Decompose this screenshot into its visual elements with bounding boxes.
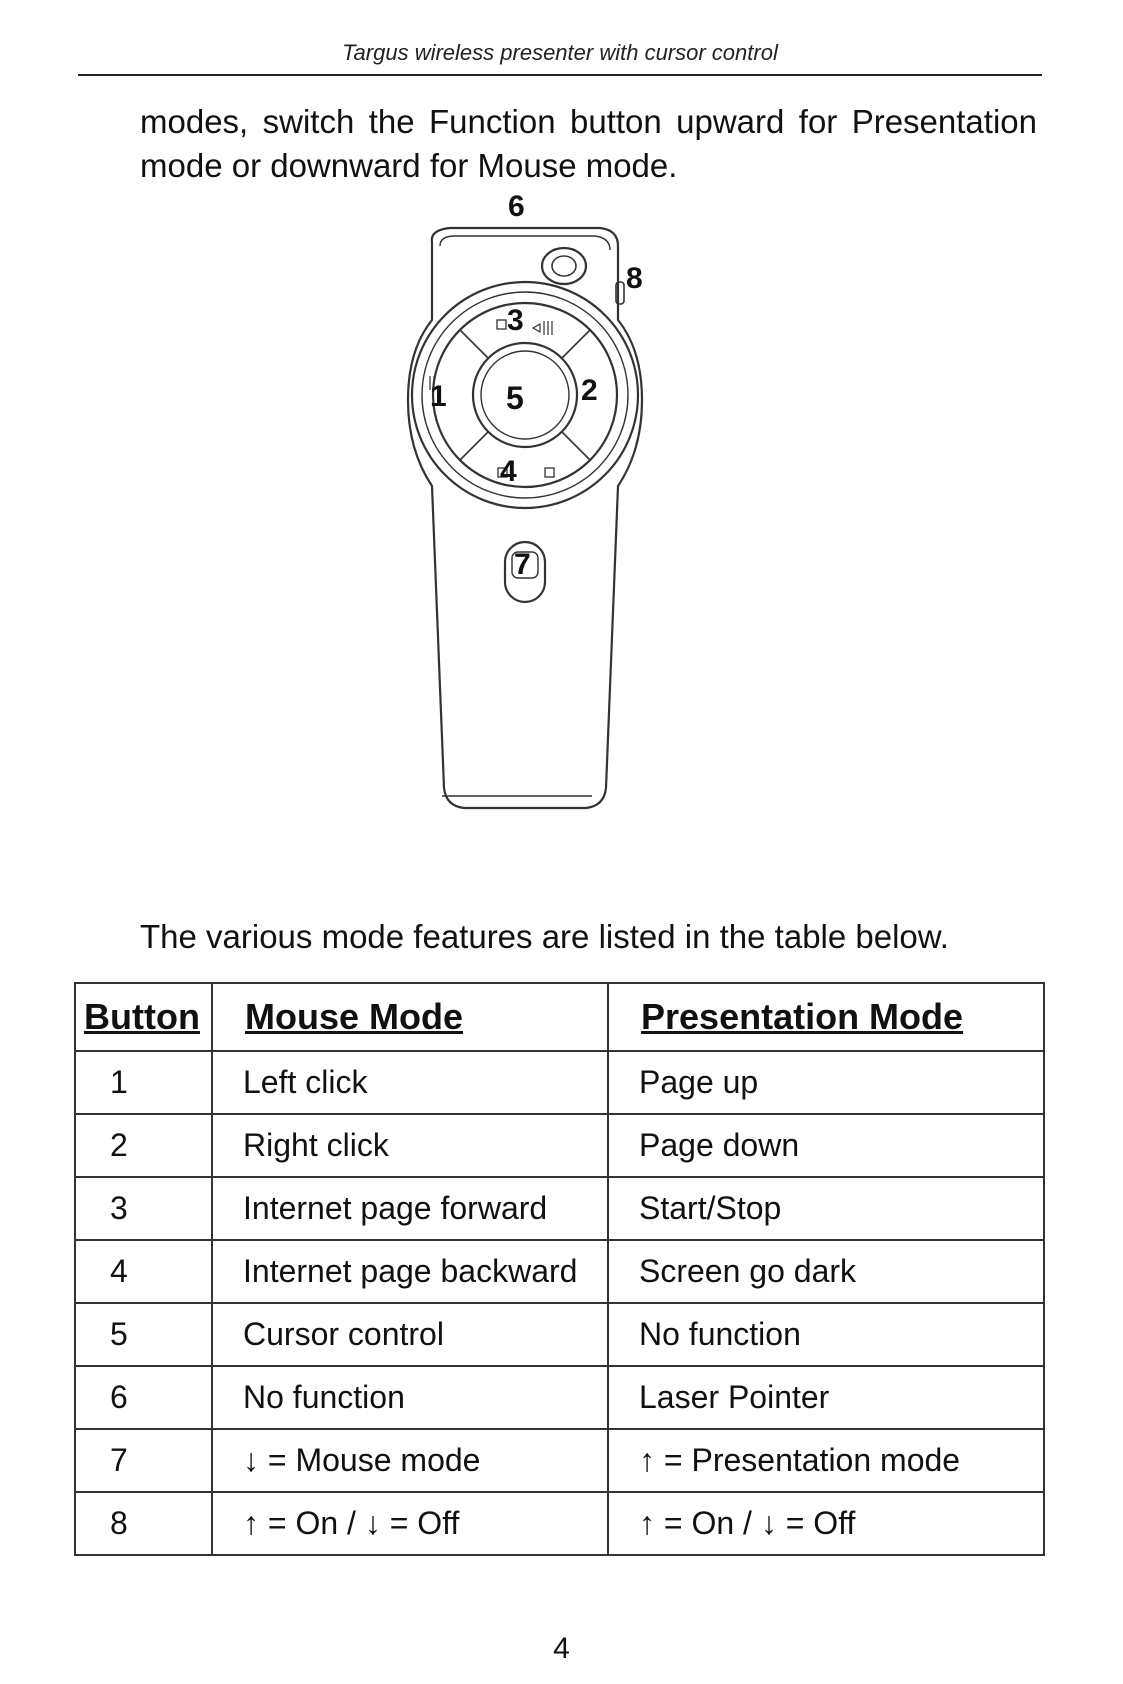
header-button: Button	[75, 983, 212, 1051]
center-button-shape	[473, 343, 577, 447]
diagram-label-7: 7	[514, 548, 531, 581]
table-row	[75, 1366, 1044, 1429]
button-number: 2	[75, 1114, 212, 1177]
presenter-diagram	[400, 190, 700, 890]
table-row	[75, 1240, 1044, 1303]
button-number: 6	[75, 1366, 212, 1429]
presentation-mode-function: Start/Stop	[608, 1177, 1044, 1240]
presentation-mode-function: No function	[608, 1303, 1044, 1366]
table-row	[75, 1114, 1044, 1177]
presentation-mode-function: Page up	[608, 1051, 1044, 1114]
diagram-label-1: 1	[430, 380, 447, 413]
diagram-label-3: 3	[507, 304, 524, 337]
table-row	[75, 1303, 1044, 1366]
button-number: 4	[75, 1240, 212, 1303]
presenter-body-outline	[408, 228, 642, 808]
mouse-mode-function: Cursor control	[212, 1303, 608, 1366]
mouse-mode-function: ↑ = On / ↓ = Off	[212, 1492, 608, 1555]
presentation-mode-function: Laser Pointer	[608, 1366, 1044, 1429]
table-row	[75, 1177, 1044, 1240]
button-number: 3	[75, 1177, 212, 1240]
button-number: 5	[75, 1303, 212, 1366]
presentation-mode-function: Page down	[608, 1114, 1044, 1177]
mouse-mode-function: ↓ = Mouse mode	[212, 1429, 608, 1492]
diagram-label-8: 8	[626, 262, 643, 295]
table-caption: The various mode features are listed in the table below.	[140, 918, 949, 955]
mouse-mode-function: Left click	[212, 1051, 608, 1114]
page-number: 4	[553, 1632, 570, 1665]
presentation-mode-function: Screen go dark	[608, 1240, 1044, 1303]
page-header-title: Targus wireless presenter with cursor control	[342, 40, 778, 65]
presentation-mode-function: ↑ = Presentation mode	[608, 1429, 1044, 1492]
diagram-label-4: 4	[500, 455, 517, 488]
table-row	[75, 1429, 1044, 1492]
mouse-mode-function: Internet page backward	[212, 1240, 608, 1303]
mouse-mode-function: Right click	[212, 1114, 608, 1177]
header-mouse-mode: Mouse Mode	[212, 983, 608, 1051]
diagram-label-6: 6	[508, 190, 525, 223]
presentation-mode-function: ↑ = On / ↓ = Off	[608, 1492, 1044, 1555]
header-divider	[78, 74, 1042, 76]
intro-paragraph: modes, switch the Function button upward for Presentation mode or downward for Mouse mode.	[140, 103, 1037, 184]
header-presentation-mode: Presentation Mode	[608, 983, 1044, 1051]
button-number: 7	[75, 1429, 212, 1492]
mode-features-table	[74, 982, 1045, 1556]
laser-button-shape	[542, 248, 586, 284]
diagram-label-5: 5	[506, 380, 524, 416]
mouse-mode-function: No function	[212, 1366, 608, 1429]
table-row	[75, 1492, 1044, 1555]
button-number: 8	[75, 1492, 212, 1555]
table-header-row	[75, 983, 1044, 1051]
diagram-label-2: 2	[581, 374, 598, 407]
table-row	[75, 1051, 1044, 1114]
mouse-mode-function: Internet page forward	[212, 1177, 608, 1240]
button-number: 1	[75, 1051, 212, 1114]
